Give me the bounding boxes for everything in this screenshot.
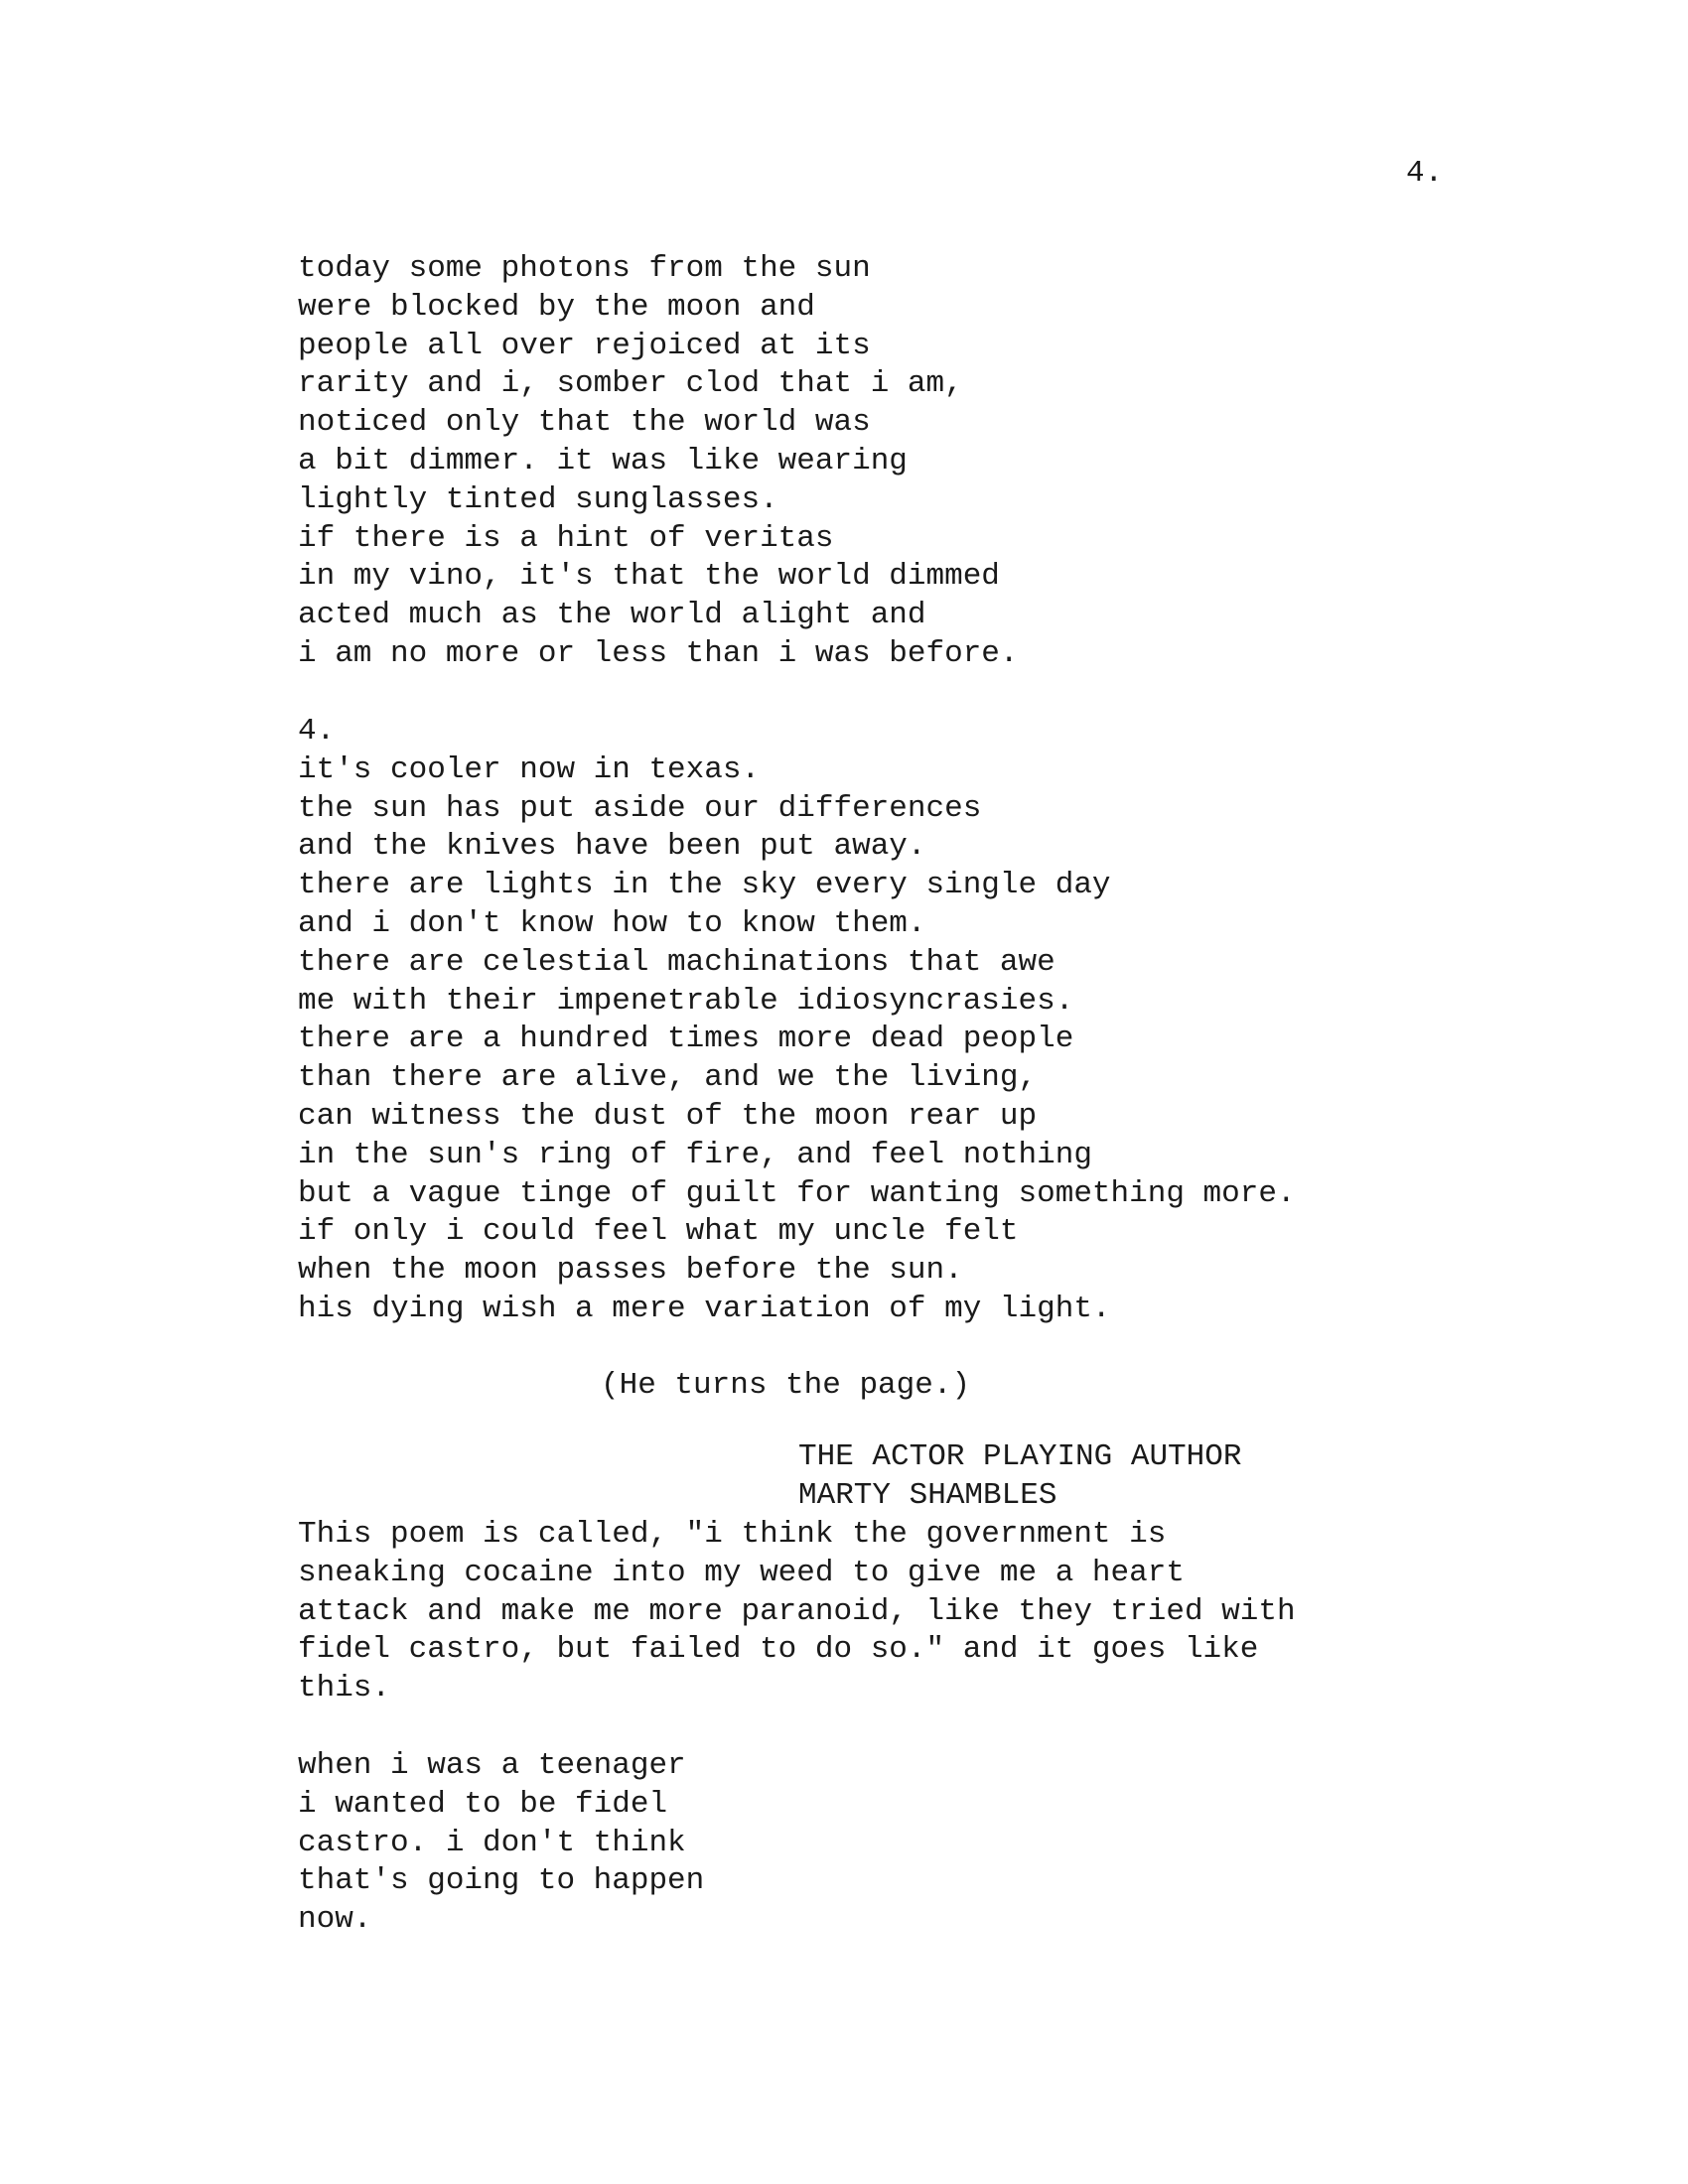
poem-stanza-3 bbox=[298, 1747, 704, 1940]
poem-line: if there is a hint of veritas bbox=[298, 520, 834, 556]
poem-stanza-2 bbox=[298, 713, 1296, 1329]
poem-line: it's cooler now in texas. bbox=[298, 751, 761, 787]
character-name-line-1: THE ACTOR PLAYING AUTHOR bbox=[798, 1439, 1242, 1474]
poem-line: were blocked by the moon and bbox=[298, 289, 815, 325]
dialogue-line: this. bbox=[298, 1671, 391, 1706]
poem-line: if only i could feel what my uncle felt bbox=[298, 1214, 1019, 1250]
poem-line: me with their impenetrable idiosyncrasies. bbox=[298, 983, 1074, 1019]
poem-line: today some photons from the sun bbox=[298, 251, 871, 286]
poem-line: in the sun's ring of fire, and feel nothing bbox=[298, 1137, 1092, 1172]
poem-line: acted much as the world alight and bbox=[298, 598, 926, 633]
poem-line: than there are alive, and we the living, bbox=[298, 1060, 1038, 1096]
dialogue-line: fidel castro, but failed to do so." and it goes like bbox=[298, 1632, 1259, 1668]
dialogue-line: This poem is called, "i think the government is bbox=[298, 1517, 1167, 1552]
poem-line: in my vino, it's that the world dimmed bbox=[298, 559, 1000, 595]
poem-line: when i was a teenager bbox=[298, 1748, 686, 1783]
poem-line: castro. i don't think bbox=[298, 1825, 686, 1860]
poem-line: there are lights in the sky every single day bbox=[298, 868, 1111, 903]
stage-direction: (He turns the page.) bbox=[601, 1368, 971, 1403]
poem-line: his dying wish a mere variation of my light. bbox=[298, 1291, 1111, 1326]
poem-line: and i don't know how to know them. bbox=[298, 905, 926, 941]
page-number: 4. bbox=[1406, 156, 1444, 191]
poem-line: lightly tinted sunglasses. bbox=[298, 481, 778, 517]
poem-line: i am no more or less than i was before. bbox=[298, 635, 1019, 671]
poem-line: but a vague tinge of guilt for wanting something more. bbox=[298, 1175, 1296, 1211]
poem-line: a bit dimmer. it was like wearing bbox=[298, 443, 908, 478]
poem-line: i wanted to be fidel bbox=[298, 1786, 668, 1822]
poem-line: can witness the dust of the moon rear up bbox=[298, 1098, 1038, 1134]
poem-line: noticed only that the world was bbox=[298, 405, 871, 441]
poem-line: now. bbox=[298, 1902, 372, 1938]
poem-line: and the knives have been put away. bbox=[298, 829, 926, 865]
dialogue-line: attack and make me more paranoid, like they tried with bbox=[298, 1593, 1296, 1629]
poem-section-number: 4. bbox=[298, 714, 336, 749]
poem-line: rarity and i, somber clod that i am, bbox=[298, 366, 963, 402]
poem-line: there are celestial machinations that awe bbox=[298, 944, 1055, 980]
poem-line: people all over rejoiced at its bbox=[298, 328, 871, 363]
poem-line: when the moon passes before the sun. bbox=[298, 1253, 963, 1289]
character-name-line-2: MARTY SHAMBLES bbox=[798, 1477, 1057, 1513]
poem-line: that's going to happen bbox=[298, 1863, 705, 1899]
poem-line: the sun has put aside our differences bbox=[298, 790, 982, 826]
dialogue-line: sneaking cocaine into my weed to give me a heart bbox=[298, 1555, 1185, 1590]
poem-line: there are a hundred times more dead people bbox=[298, 1022, 1074, 1057]
dialogue bbox=[298, 1516, 1296, 1708]
character-name bbox=[798, 1438, 1241, 1516]
poem-stanza-1 bbox=[298, 250, 1019, 674]
